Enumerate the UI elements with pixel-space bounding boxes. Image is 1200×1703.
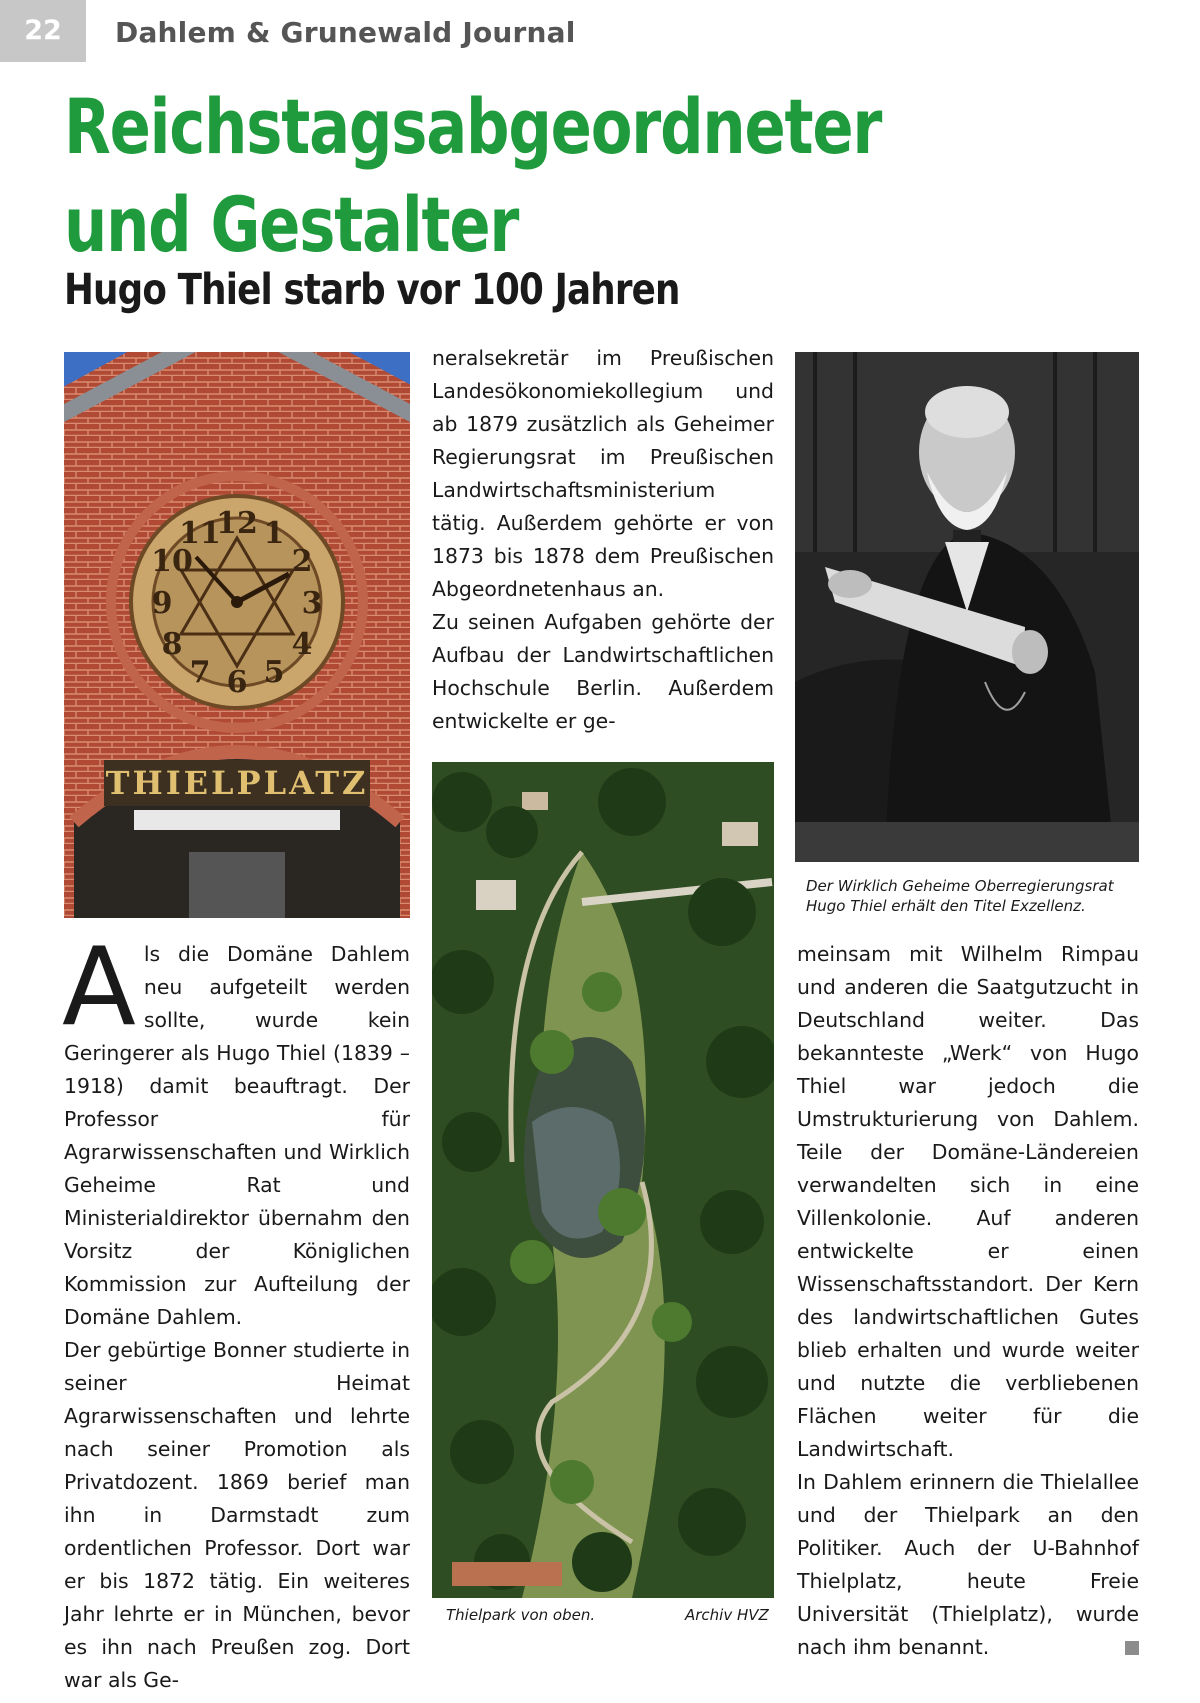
headline-line-2: und Gestalter — [64, 180, 519, 269]
clock-numeral-6: 6 — [226, 665, 248, 700]
col3-paragraph-2-text: In Dahlem erinnern die Thielallee und der Thielpark an den Politiker. Auch der U-Bahnhof Thielplatz, heute Freie Universität (Thielplatz), wurde nach ihm benannt. — [797, 1470, 1139, 1659]
article-subheadline: Hugo Thiel starb vor 100 Jahren — [64, 265, 680, 315]
article-headline — [64, 78, 928, 274]
col1-paragraph-1-text: ls die Domäne Dahlem neu aufgeteilt werden sollte, wurde kein Geringerer als Hugo Thiel (1839 – 1918) damit beauftragt. Der Professor für Agrarwissenschaften und Wirklich Geheime Rat und Ministerialdirektor übernahm den Vorsitz der Königlichen Kommission zur Aufteilung der Domäne Dahlem. — [64, 942, 410, 1329]
clock-numeral-10: 10 — [151, 544, 193, 579]
article-column-1 — [62, 925, 410, 1697]
drop-cap: A — [62, 925, 136, 1050]
journal-title: Dahlem & Grunewald Journal — [115, 16, 576, 49]
thielpark-caption: Thielpark von oben. — [446, 1606, 596, 1624]
col1-paragraph-1 — [62, 925, 410, 1334]
col3-paragraph-2 — [797, 1466, 1139, 1664]
clock-numeral-11: 11 — [179, 516, 221, 551]
clock-numeral-7: 7 — [189, 655, 211, 690]
square-end-mark-icon — [1125, 1641, 1139, 1655]
article-column-2 — [432, 342, 774, 738]
clock-numeral-12: 12 — [216, 506, 258, 541]
clock-numeral-4: 4 — [291, 627, 313, 662]
col1-paragraph-2: Der gebürtige Bonner studierte in seiner Heimat Agrarwissenschaften und lehrte nach seiner Promotion als Privatdozent. 1869 berief man ihn in Darmstadt zum ordentlichen Professor. Dort war er bis 1872 tätig. Ein weiteres Jahr lehrte er in München, bevor es ihn nach Preußen zog. Dort war als Ge- — [64, 1338, 410, 1692]
thielpark-aerial-photo — [432, 762, 774, 1598]
article-column-3 — [797, 938, 1139, 1664]
col2-paragraph-1: neralsekretär im Preußischen Landesökonomiekollegium und ab 1879 zusätzlich als Geheimer Regierungsrat im Preußischen Landwirtschaftsministerium tätig. Außerdem gehörte er von 1873 bis 1878 dem Preußischen Abgeordnetenhaus an. — [432, 346, 774, 601]
thielplatz-station-sign: THIELPLATZ — [105, 764, 369, 802]
clock-numeral-5: 5 — [263, 655, 285, 690]
col2-paragraph-2: Zu seinen Aufgaben gehörte der Aufbau der Landwirtschaftlichen Hochschule Berlin. Außerdem entwickelte er ge- — [432, 610, 774, 733]
clock-numeral-2: 2 — [291, 544, 313, 579]
page-number: 22 — [0, 0, 86, 62]
portrait-caption — [806, 876, 1136, 916]
clock-numeral-3: 3 — [301, 586, 323, 621]
headline-line-1: Reichstagsabgeordneter — [64, 82, 882, 171]
clock-numeral-8: 8 — [161, 627, 183, 662]
station-clock-photo — [64, 352, 410, 918]
hugo-thiel-portrait — [795, 352, 1139, 862]
photo-credit: Archiv HVZ — [685, 1606, 769, 1624]
portrait-caption-line-1: Der Wirklich Geheime Oberregierungsrat — [806, 877, 1114, 895]
col3-paragraph-1: meinsam mit Wilhelm Rimpau und anderen die Saatgutzucht in Deutschland weiter. Das bekannteste „Werk“ von Hugo Thiel war jedoch die Umstrukturierung von Dahlem. Teile der Domäne-Ländereien verwandelten sich in eine Villenkolonie. Auf anderen entwickelte er einen Wissenschaftsstandort. Der Kern des landwirtschaftlichen Gutes blieb erhalten und wurde weiter und nutzte die verbliebenen Flächen weiter für die Landwirtschaft. — [797, 942, 1139, 1461]
clock-numeral-9: 9 — [151, 586, 173, 621]
clock-numeral-1: 1 — [263, 516, 285, 551]
portrait-caption-line-2: Hugo Thiel erhält den Titel Exzellenz. — [806, 897, 1086, 915]
